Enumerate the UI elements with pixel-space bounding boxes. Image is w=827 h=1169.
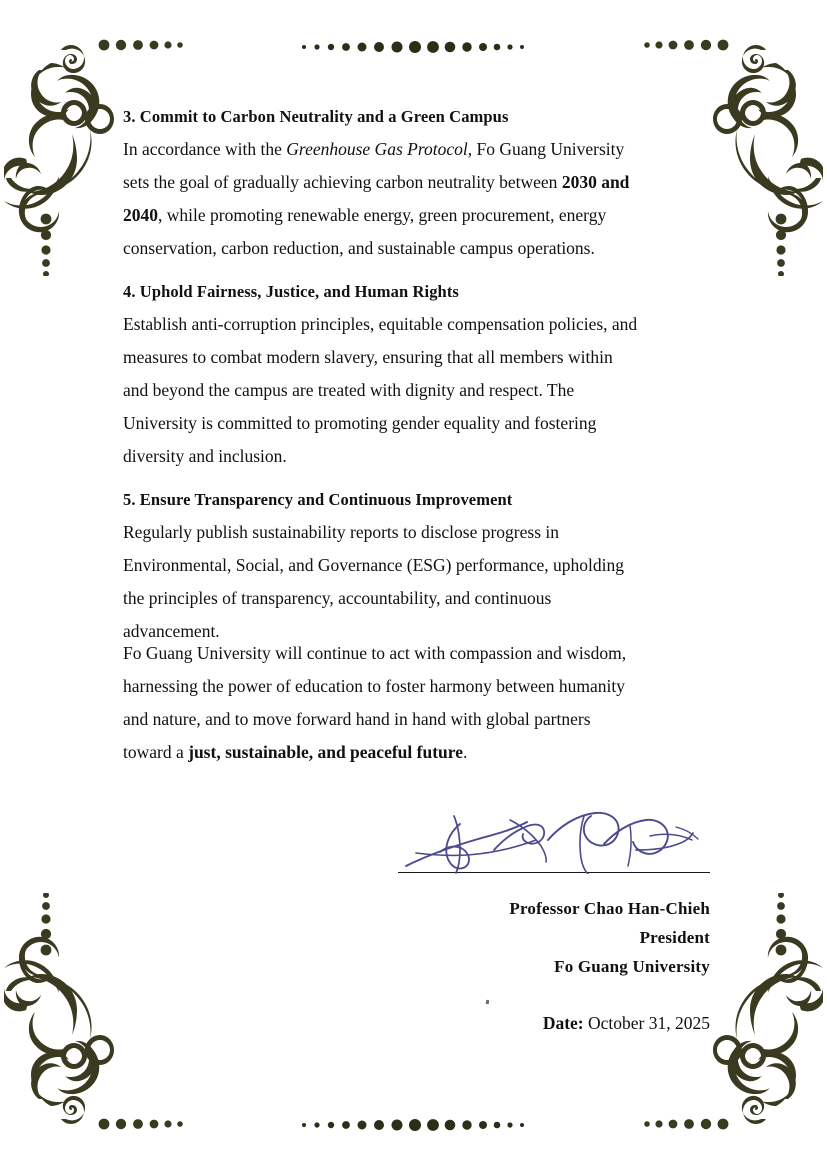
section-4-heading: 4. Uphold Fairness, Justice, and Human Rights (123, 282, 459, 301)
signature-block (398, 806, 710, 981)
signatory-organization: Fo Guang University (554, 957, 710, 976)
date-line (398, 1010, 710, 1036)
dot-chain-divider-bottom (298, 1116, 530, 1139)
document-body (123, 100, 705, 648)
section-3-text: In accordance with the Greenhouse Gas Protocol, Fo Guang University sets the goal of gradually achieving carbon neutrality between 2030 and 2040, while promoting renewable energy, green procurement, energy conservation, carbon reduction, and sustainable campus operations. (123, 139, 630, 258)
handwritten-signature (398, 806, 710, 874)
section-5-heading: 5. Ensure Transparency and Continuous Improvement (123, 490, 513, 509)
section-3 (123, 100, 705, 265)
section-5 (123, 483, 705, 648)
corner-ornament-bottom-left (4, 893, 184, 1143)
section-4 (123, 275, 705, 473)
signatory-title: President (639, 928, 710, 947)
section-5-text: Regularly publish sustainability reports to disclose progress in Environmental, Social, and Governance (ESG) performance, upholding the principles of transparency, accountability, and continuous advancement. (123, 522, 625, 641)
signatory-details (398, 894, 710, 981)
dot-chain-divider-top (298, 38, 530, 61)
date-label: Date: (542, 1013, 584, 1033)
scan-speck (486, 1000, 490, 1005)
signatory-name: Professor Chao Han-Chieh (509, 899, 710, 918)
closing-paragraph: Fo Guang University will continue to act with compassion and wisdom, harnessing the power of education to foster harmony between humanity and nature, and to move forward hand in hand with global partners toward a just, sustainable, and peaceful future. (123, 643, 627, 762)
section-4-text: Establish anti-corruption principles, equitable compensation policies, and measures to combat modern slavery, ensuring that all members within and beyond the campus are treated with dignity and respect. The University is committed to promoting gender equality and fostering diversity and inclusion. (123, 314, 638, 466)
section-3-heading: 3. Commit to Carbon Neutrality and a Green Campus (123, 107, 509, 126)
date-value: October 31, 2025 (588, 1013, 710, 1033)
